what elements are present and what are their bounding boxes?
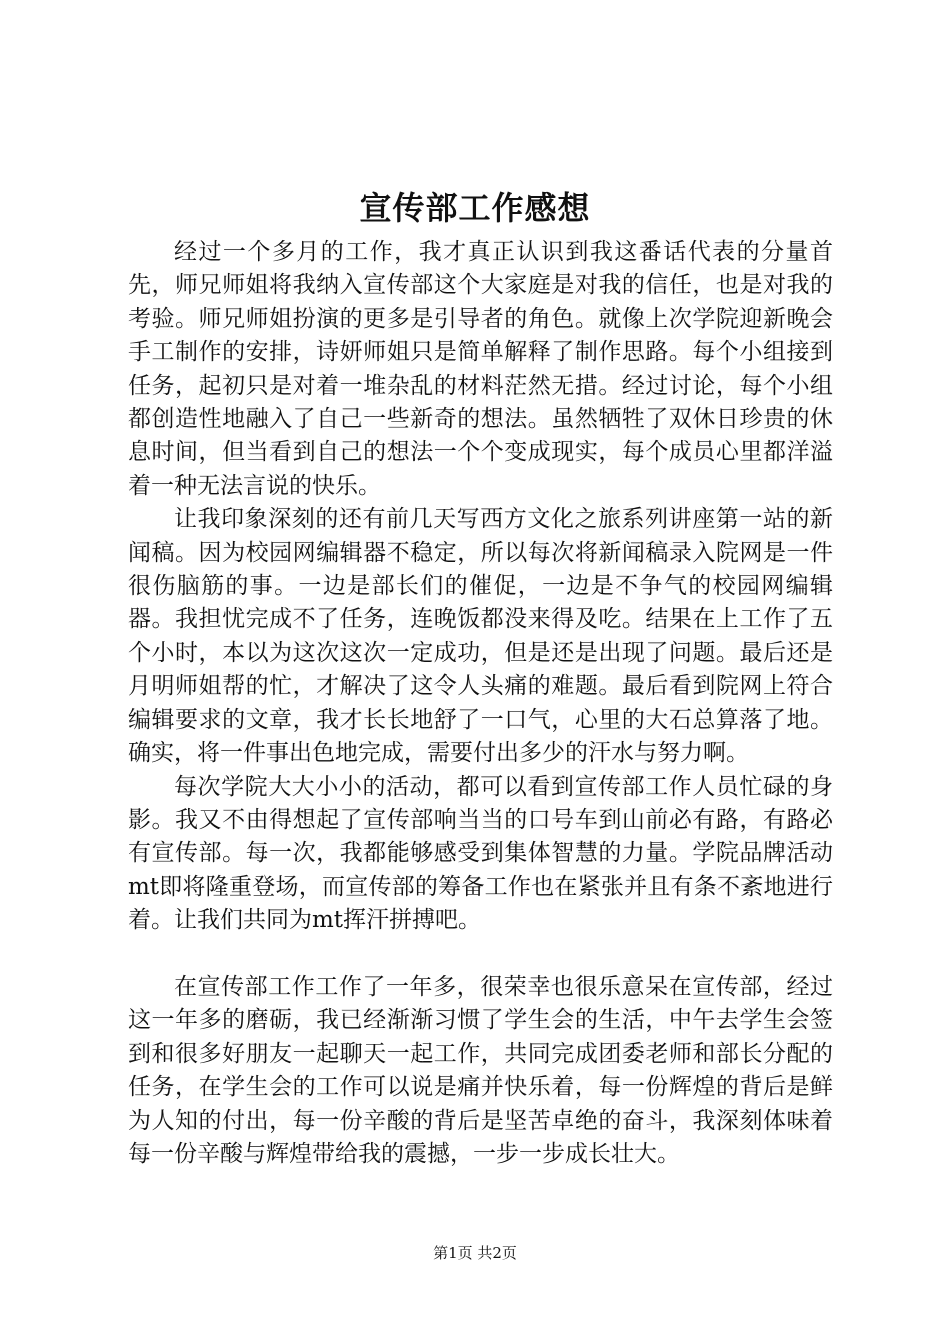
- paragraph: 在宣传部工作工作了一年多，很荣幸也很乐意呆在宣传部，经过这一年多的磨砺，我已经渐渐习惯了学生会的生活，中午去学生会签到和很多好朋友一起聊天一起工作，共同完成团委老师和部长分配的任务，在学生会的工作可以说是痛并快乐着，每一份辉煌的背后是鲜为人知的付出，每一份辛酸的背后是坚苦卓绝的奋斗，我深刻体味着每一份辛酸与辉煌带给我的震撼，一步一步成长壮大。: [128, 973, 833, 1167]
- paragraph: 经过一个多月的工作，我才真正认识到我这番话代表的分量首先，师兄师姐将我纳入宣传部这个大家庭是对我的信任，也是对我的考验。师兄师姐扮演的更多是引导者的角色。就像上次学院迎新晚会手工制作的安排，诗妍师姐只是简单解释了制作思路。每个小组接到任务，起初只是对着一堆杂乱的材料茫然无措。经过讨论，每个小组都创造性地融入了自己一些新奇的想法。虽然牺牲了双休日珍贵的休息时间，但当看到自己的想法一个个变成现实，每个成员心里都洋溢着一种无法言说的快乐。: [128, 239, 833, 499]
- document-body: [128, 236, 833, 1171]
- paragraph-spacer: [128, 938, 833, 971]
- paragraph: 每次学院大大小小的活动，都可以看到宣传部工作人员忙碌的身影。我又不由得想起了宣传部响当当的口号车到山前必有路，有路必有宣传部。每一次，我都能够感受到集体智慧的力量。学院品牌活动mt即将隆重登场，而宣传部的筹备工作也在紧张并且有条不紊地进行着。让我们共同为mt挥汗拼搏吧。: [128, 773, 833, 934]
- paragraph: 让我印象深刻的还有前几天写西方文化之旅系列讲座第一站的新闻稿。因为校园网编辑器不稳定，所以每次将新闻稿录入院网是一件很伤脑筋的事。一边是部长们的催促，一边是不争气的校园网编辑器。我担忧完成不了任务，连晚饭都没来得及吃。结果在上工作了五个小时，本以为这次这次一定成功，但是还是出现了问题。最后还是月明师姐帮的忙，才解决了这令人头痛的难题。最后看到院网上符合编辑要求的文章，我才长长地舒了一口气，心里的大石总算落了地。确实，将一件事出色地完成，需要付出多少的汗水与努力啊。: [128, 506, 833, 767]
- page-footer: 第1页 共2页: [433, 1244, 517, 1262]
- page-title: 宣传部工作感想: [359, 189, 591, 227]
